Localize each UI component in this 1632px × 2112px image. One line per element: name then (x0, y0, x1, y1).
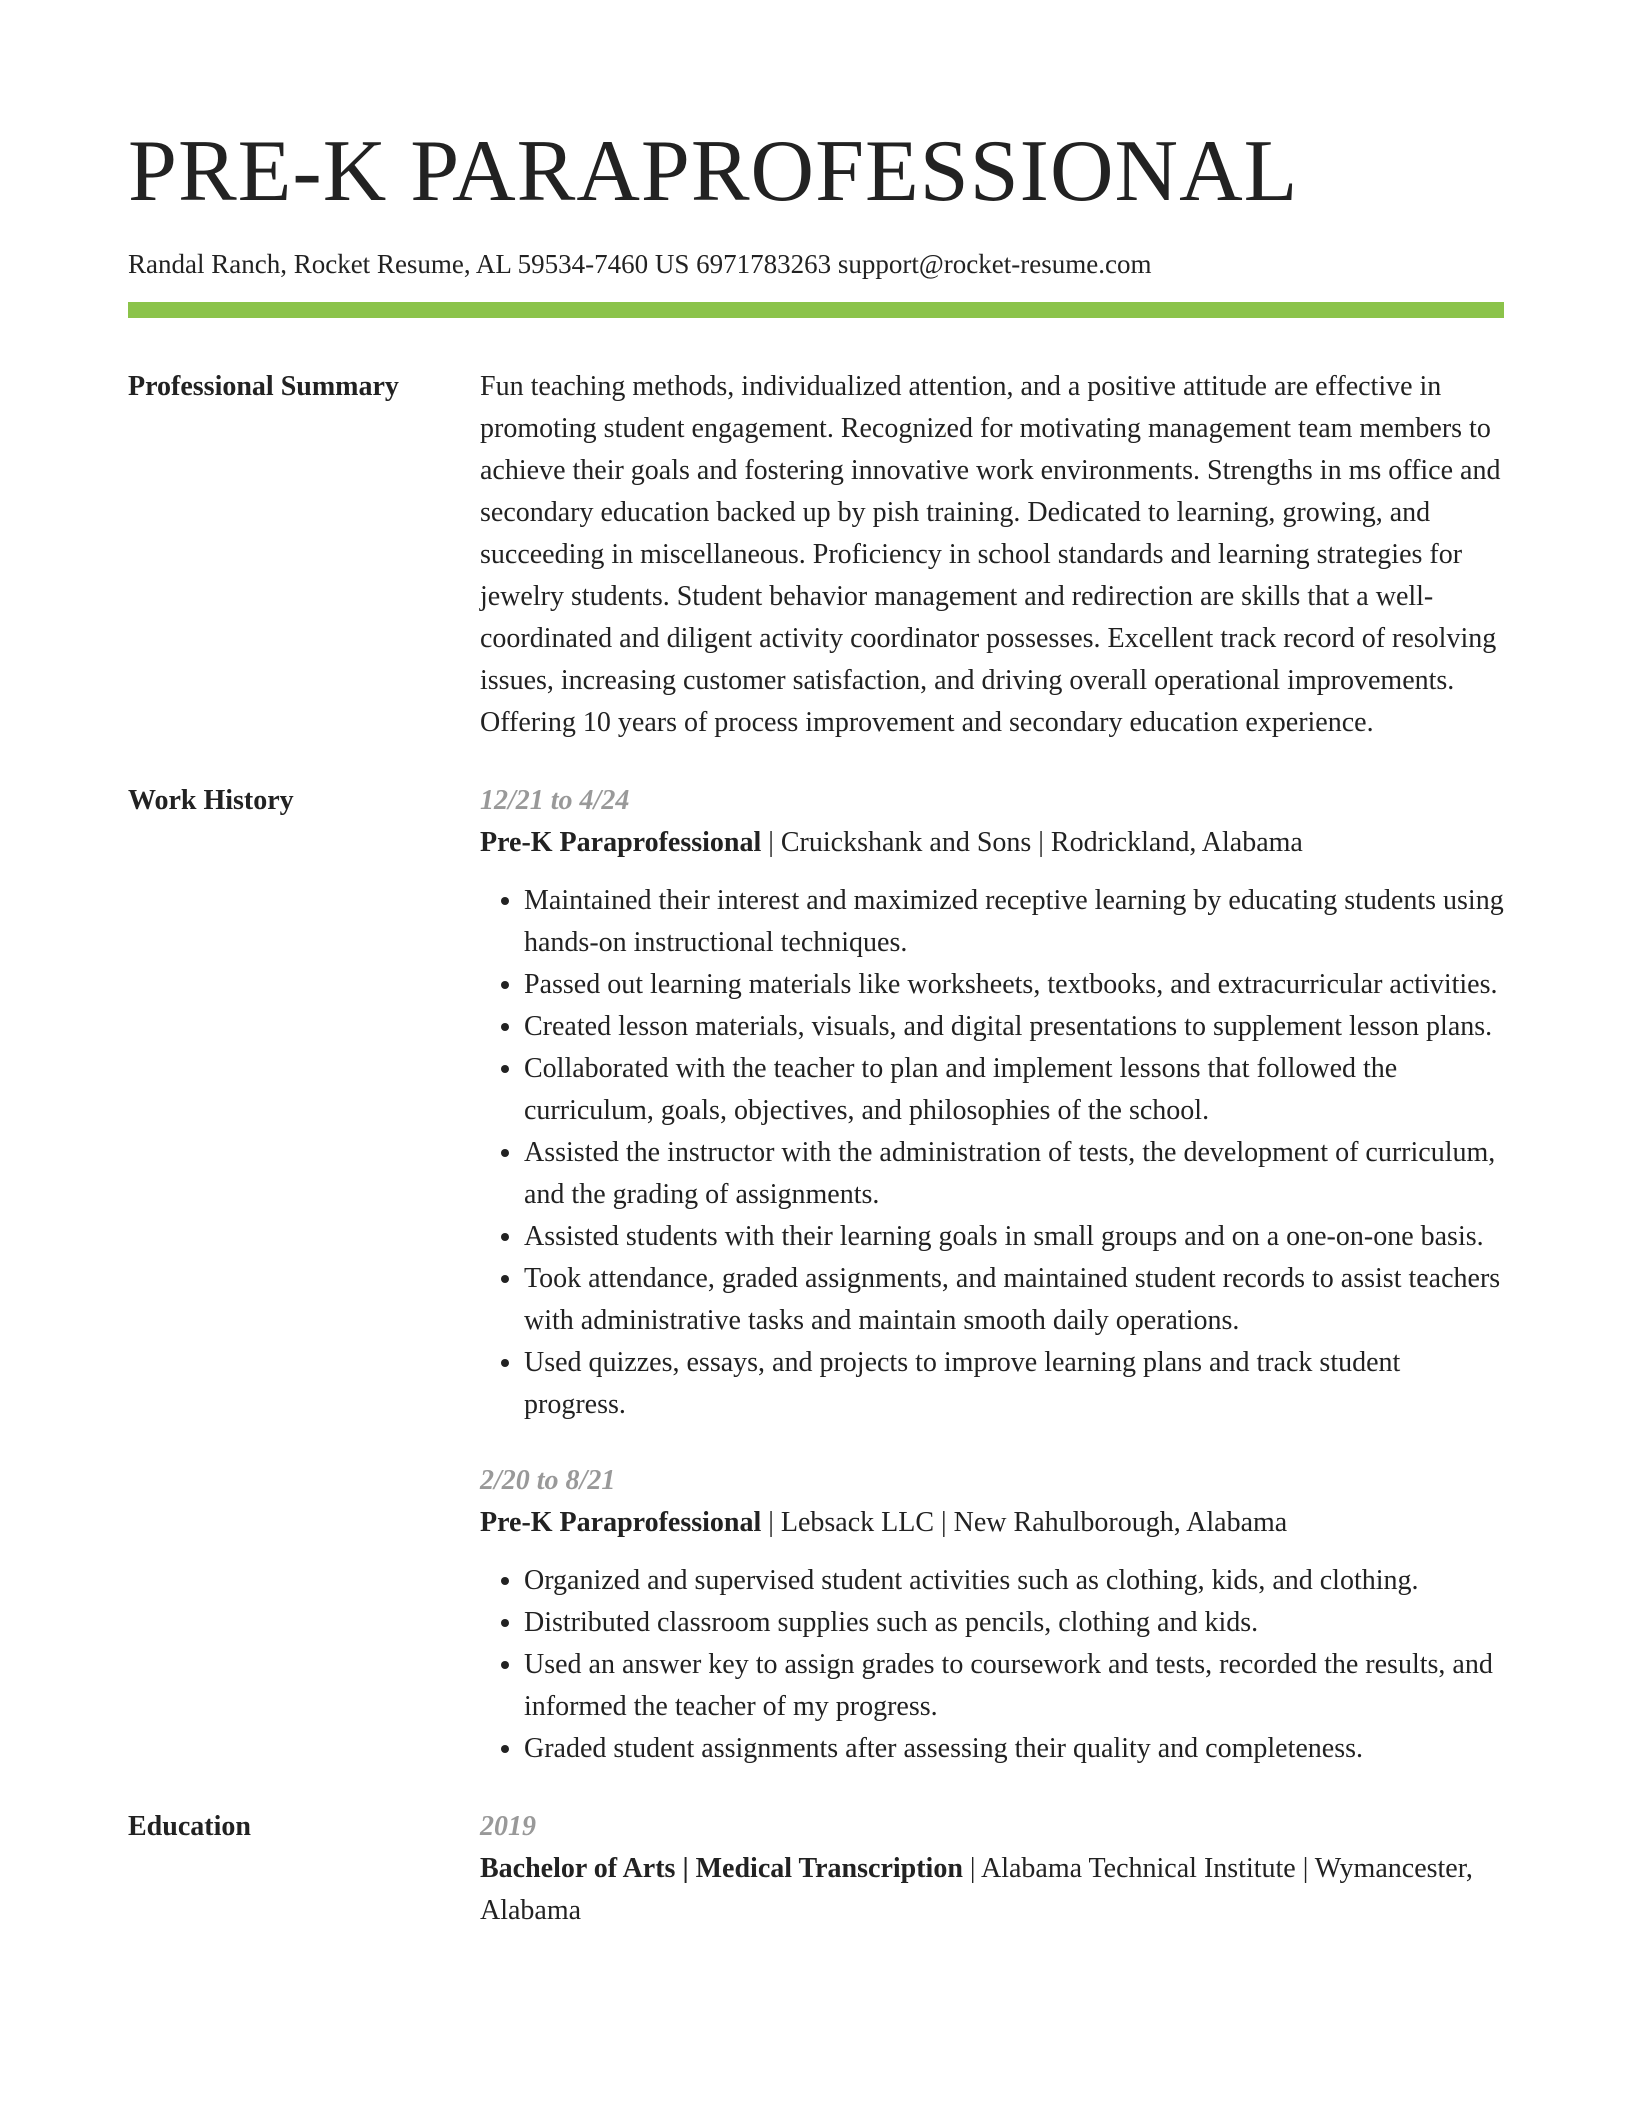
job-bullet: • Maintained their interest and maximized receptive learning by educating students using hands-on instructional techniques. (524, 880, 1504, 964)
education-line (480, 1848, 1504, 1932)
header-divider (128, 302, 1504, 318)
work-history-heading: Work History (128, 785, 294, 816)
education-year: 2019 (480, 1811, 536, 1842)
job-bullet: • Organized and supervised student activities such as clothing, kids, and clothing. (524, 1560, 1504, 1602)
job-bullet: • Took attendance, graded assignments, and maintained student records to assist teachers with administrative tasks and maintain smooth daily operations. (524, 1258, 1504, 1342)
resume-name: PRE-K PARAPROFESSIONAL (128, 123, 1299, 220)
summary-heading: Professional Summary (128, 371, 399, 402)
job-bullet: • Passed out learning materials like worksheets, textbooks, and extracurricular activities. (524, 964, 1504, 1006)
job-bullet: • Used an answer key to assign grades to coursework and tests, recorded the results, and informed the teacher of my progress. (524, 1644, 1504, 1728)
job-title-line (480, 1502, 1504, 1544)
job-title-line (480, 822, 1504, 864)
job-role: Pre-K Paraprofessional (480, 827, 762, 858)
job-details: | Cruickshank and Sons | Rodrickland, Alabama (761, 827, 1303, 858)
job-bullets (480, 880, 1504, 1426)
education-degree: Bachelor of Arts | Medical Transcription (480, 1853, 963, 1884)
education-section (128, 1806, 1504, 1932)
job-bullet: • Created lesson materials, visuals, and digital presentations to supplement lesson plans. (524, 1006, 1504, 1048)
job-entry (480, 780, 1504, 1426)
job-dates: 12/21 to 4/24 (480, 785, 630, 816)
job-bullet: • Graded student assignments after assessing their quality and completeness. (524, 1728, 1504, 1770)
summary-text: Fun teaching methods, individualized attention, and a positive attitude are effective in promoting student engagement. Recognized for motivating management team members to achieve their goals and fostering innovative work environments. Strengths in ms office and secondary education backed up by pish training. Dedicated to learning, growing, and succeeding in miscellaneous. Proficiency in school standards and learning strategies for jewelry students. Student behavior management and redirection are skills that a well-coordinated and diligent activity coordinator possesses. Excellent track record of resolving issues, increasing customer satisfaction, and driving overall operational improvements. Offering 10 years of process improvement and secondary education experience. (480, 371, 1501, 738)
summary-section (128, 366, 1504, 744)
job-bullet: • Assisted the instructor with the administration of tests, the development of curriculum, and the grading of assignments. (524, 1132, 1504, 1216)
job-dates: 2/20 to 8/21 (480, 1465, 616, 1496)
job-bullet: • Used quizzes, essays, and projects to improve learning plans and track student progress. (524, 1342, 1504, 1426)
job-entry (480, 1460, 1504, 1770)
work-history-section (128, 780, 1504, 1770)
job-bullet: • Collaborated with the teacher to plan and implement lessons that followed the curriculum, goals, objectives, and philosophies of the school. (524, 1048, 1504, 1132)
job-details: | Lebsack LLC | New Rahulborough, Alabama (761, 1507, 1288, 1538)
contact-line: Randal Ranch, Rocket Resume, AL 59534-7460 US 6971783263 support@rocket-resume.com (128, 249, 1152, 279)
education-heading: Education (128, 1811, 251, 1842)
job-role: Pre-K Paraprofessional (480, 1507, 762, 1538)
education-details: | Alabama Technical Institute | Wymancester, Alabama (480, 1853, 1473, 1926)
job-bullet: • Distributed classroom supplies such as pencils, clothing and kids. (524, 1602, 1504, 1644)
job-bullet: • Assisted students with their learning goals in small groups and on a one-on-one basis. (524, 1216, 1504, 1258)
job-bullets (480, 1560, 1504, 1770)
